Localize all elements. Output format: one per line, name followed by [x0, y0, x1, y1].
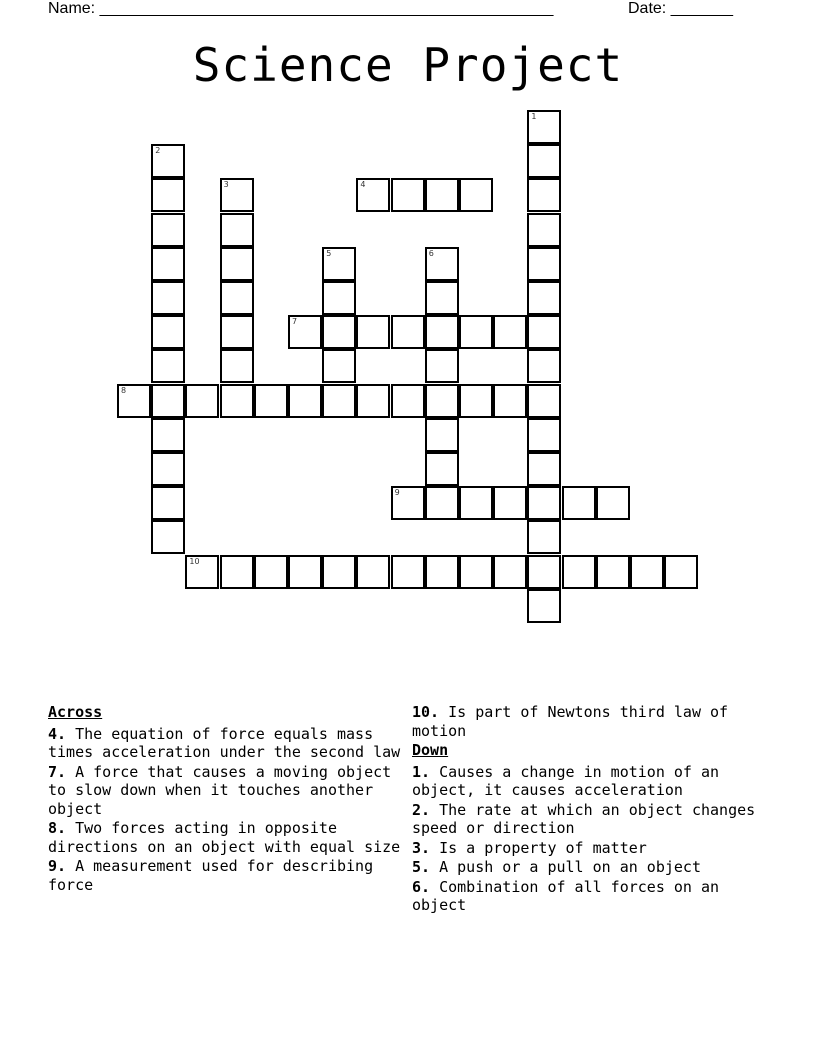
grid-cell[interactable] — [527, 486, 561, 520]
grid-cell[interactable] — [356, 384, 390, 418]
grid-cell[interactable] — [527, 589, 561, 623]
grid-cell[interactable] — [527, 452, 561, 486]
grid-cell[interactable] — [220, 349, 254, 383]
grid-cell[interactable] — [151, 213, 185, 247]
grid-cell[interactable] — [151, 349, 185, 383]
clue-text: The rate at which an object changes speed or direction — [412, 800, 756, 837]
grid-cell[interactable] — [151, 178, 185, 212]
cell-number: 7 — [292, 317, 298, 327]
grid-cell[interactable] — [527, 281, 561, 315]
grid-cell[interactable] — [185, 384, 219, 418]
right-clue-column — [412, 703, 772, 916]
clue-number: 2. — [412, 800, 431, 819]
grid-cell[interactable] — [527, 315, 561, 349]
grid-cell[interactable] — [664, 555, 698, 589]
grid-cell[interactable] — [425, 247, 459, 281]
grid-cell[interactable] — [527, 555, 561, 589]
clue-text: Two forces acting in opposite directions on an object with equal size — [48, 819, 401, 856]
clue-text: Combination of all forces on an object — [412, 877, 720, 914]
clue-number: 4. — [48, 724, 67, 743]
grid-cell[interactable] — [527, 247, 561, 281]
grid-cell[interactable] — [391, 178, 425, 212]
down-clue-6 — [412, 878, 772, 915]
grid-cell[interactable] — [596, 486, 630, 520]
grid-cell[interactable] — [630, 555, 664, 589]
grid-cell[interactable] — [151, 418, 185, 452]
grid-cell[interactable] — [288, 315, 322, 349]
grid-cell[interactable] — [117, 384, 151, 418]
grid-cell[interactable] — [322, 281, 356, 315]
down-clue-3 — [412, 839, 772, 858]
grid-cell[interactable] — [220, 213, 254, 247]
grid-cell[interactable] — [220, 178, 254, 212]
grid-cell[interactable] — [459, 486, 493, 520]
grid-cell[interactable] — [527, 418, 561, 452]
grid-cell[interactable] — [562, 486, 596, 520]
across-heading: Across — [48, 703, 103, 721]
grid-cell[interactable] — [527, 349, 561, 383]
cell-number: 3 — [223, 180, 229, 190]
grid-cell[interactable] — [151, 247, 185, 281]
clue-text: A force that causes a moving object to slow down when it touches another object — [48, 762, 392, 818]
grid-cell[interactable] — [391, 555, 425, 589]
down-clue-2 — [412, 801, 772, 838]
grid-cell[interactable] — [493, 486, 527, 520]
grid-cell[interactable] — [151, 315, 185, 349]
cell-number: 4 — [360, 180, 366, 190]
clue-text: A measurement used for describing force — [48, 857, 374, 894]
grid-cell[interactable] — [425, 315, 459, 349]
grid-cell[interactable] — [425, 178, 459, 212]
grid-cell[interactable] — [220, 281, 254, 315]
clue-number: 1. — [412, 762, 431, 781]
grid-cell[interactable] — [185, 555, 219, 589]
grid-cell[interactable] — [425, 281, 459, 315]
grid-cell[interactable] — [322, 315, 356, 349]
grid-cell[interactable] — [288, 384, 322, 418]
cell-number: 6 — [428, 248, 434, 258]
grid-cell[interactable] — [151, 384, 185, 418]
grid-cell[interactable] — [527, 110, 561, 144]
clue-number: 7. — [48, 762, 67, 781]
grid-cell[interactable] — [288, 555, 322, 589]
cell-number: 9 — [394, 488, 400, 498]
grid-cell[interactable] — [527, 384, 561, 418]
clue-text: Is a property of matter — [439, 838, 647, 857]
grid-cell[interactable] — [151, 281, 185, 315]
down-clue-5 — [412, 858, 772, 877]
grid-cell[interactable] — [391, 315, 425, 349]
grid-cell[interactable] — [459, 555, 493, 589]
clue-number: 10. — [412, 703, 440, 721]
grid-cell[interactable] — [493, 555, 527, 589]
grid-cell[interactable] — [391, 486, 425, 520]
grid-cell[interactable] — [527, 144, 561, 178]
clue-text: Causes a change in motion of an object, it causes acceleration — [412, 762, 720, 799]
clue-text: Is part of Newtons third law of motion — [412, 703, 729, 740]
page-title: Science Project — [192, 38, 624, 92]
grid-cell[interactable] — [562, 555, 596, 589]
grid-cell[interactable] — [425, 418, 459, 452]
across-clue-10 — [412, 703, 772, 740]
grid-cell[interactable] — [425, 486, 459, 520]
grid-cell[interactable] — [220, 555, 254, 589]
across-clue-7 — [48, 763, 402, 819]
cell-number: 1 — [531, 112, 537, 121]
grid-cell[interactable] — [425, 349, 459, 383]
grid-cell[interactable] — [220, 315, 254, 349]
clue-text: A push or a pull on an object — [439, 858, 701, 876]
grid-cell[interactable] — [151, 144, 185, 178]
clue-number: 9. — [48, 857, 67, 875]
grid-cell[interactable] — [322, 349, 356, 383]
name-line: Name: ___________________________________________________ — [48, 0, 554, 17]
clue-text: The equation of force equals mass times acceleration under the second law — [48, 724, 401, 761]
across-clues — [48, 703, 402, 895]
grid-cell[interactable] — [459, 384, 493, 418]
grid-cell[interactable] — [254, 555, 288, 589]
clue-number: 8. — [48, 819, 67, 837]
grid-cell[interactable] — [356, 315, 390, 349]
grid-cell[interactable] — [425, 452, 459, 486]
grid-cell[interactable] — [459, 178, 493, 212]
cell-number: 2 — [155, 146, 161, 156]
grid-cell[interactable] — [151, 452, 185, 486]
grid-cell[interactable] — [527, 178, 561, 212]
cell-number: 5 — [326, 248, 332, 258]
grid-cell[interactable] — [459, 315, 493, 349]
grid-cell[interactable] — [356, 555, 390, 589]
grid-cell[interactable] — [596, 555, 630, 589]
across-clue-9 — [48, 857, 402, 894]
date-line: Date: _______ — [628, 0, 733, 17]
grid-cell[interactable] — [527, 213, 561, 247]
grid-cell[interactable] — [493, 315, 527, 349]
grid-cell[interactable] — [425, 384, 459, 418]
grid-cell[interactable] — [322, 384, 356, 418]
across-clue-8 — [48, 819, 402, 856]
grid-cell[interactable] — [151, 486, 185, 520]
down-clue-1 — [412, 763, 772, 800]
clue-number: 5. — [412, 858, 431, 876]
grid-cell[interactable] — [151, 520, 185, 554]
grid-cell[interactable] — [356, 178, 390, 212]
grid-cell[interactable] — [254, 384, 288, 418]
grid-cell[interactable] — [322, 555, 356, 589]
clue-number: 3. — [412, 838, 431, 857]
grid-cell[interactable] — [220, 247, 254, 281]
cell-number: 10 — [189, 556, 200, 566]
grid-cell[interactable] — [220, 384, 254, 418]
grid-cell[interactable] — [425, 555, 459, 589]
cell-number: 8 — [121, 385, 127, 395]
grid-cell[interactable] — [527, 520, 561, 554]
down-heading: Down — [412, 741, 449, 759]
grid-cell[interactable] — [391, 384, 425, 418]
across-clue-4 — [48, 725, 402, 762]
clue-number: 6. — [412, 877, 431, 896]
grid-cell[interactable] — [322, 247, 356, 281]
grid-cell[interactable] — [493, 384, 527, 418]
